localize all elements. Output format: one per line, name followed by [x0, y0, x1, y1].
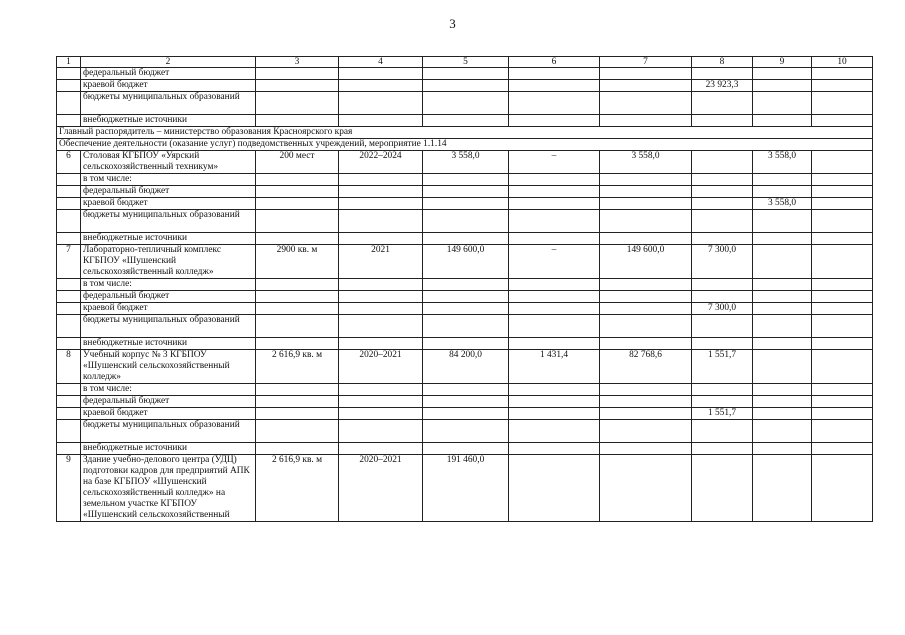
table-cell	[256, 80, 339, 92]
table-cell	[339, 186, 423, 198]
row-number-cell	[57, 420, 81, 443]
table-row	[57, 315, 873, 338]
item-name-cell: в том числе:	[81, 174, 256, 186]
table-cell	[812, 396, 873, 408]
table-cell	[812, 338, 873, 350]
item-name-cell: Учебный корпус № 3 КГБПОУ «Шушенский сельскохозяйственный колледж»	[81, 350, 256, 384]
table-cell	[753, 455, 812, 522]
table-cell	[692, 198, 753, 210]
table-cell	[753, 350, 812, 384]
table-cell	[509, 443, 600, 455]
table-cell	[812, 233, 873, 245]
table-cell	[600, 186, 692, 198]
table-row	[57, 338, 873, 350]
table-cell	[600, 291, 692, 303]
table-cell	[423, 92, 509, 115]
table-cell: 2021	[339, 245, 423, 279]
table-cell	[256, 174, 339, 186]
item-name-cell: федеральный бюджет	[81, 396, 256, 408]
table-cell	[692, 384, 753, 396]
table-cell	[509, 279, 600, 291]
column-header-5: 5	[423, 57, 509, 68]
item-name-cell: федеральный бюджет	[81, 291, 256, 303]
table-cell	[692, 174, 753, 186]
table-cell	[509, 420, 600, 443]
table-cell	[339, 198, 423, 210]
item-name-cell: внебюджетные источники	[81, 115, 256, 127]
table-row	[57, 139, 873, 151]
table-cell	[753, 174, 812, 186]
table-cell	[753, 210, 812, 233]
table-cell	[600, 408, 692, 420]
column-header-8: 8	[692, 57, 753, 68]
table-cell	[509, 115, 600, 127]
table-cell	[509, 291, 600, 303]
column-header-7: 7	[600, 57, 692, 68]
row-number-cell: 8	[57, 350, 81, 384]
table-cell	[600, 174, 692, 186]
table-row	[57, 455, 873, 522]
table-cell	[812, 245, 873, 279]
table-cell	[600, 443, 692, 455]
page-number: 3	[449, 16, 456, 31]
table-cell	[753, 408, 812, 420]
item-name-cell: бюджеты муниципальных образований	[81, 315, 256, 338]
table-cell	[692, 210, 753, 233]
item-name-cell: федеральный бюджет	[81, 186, 256, 198]
table-cell	[509, 408, 600, 420]
table-cell	[423, 233, 509, 245]
table-cell	[600, 210, 692, 233]
table-cell	[423, 115, 509, 127]
row-number-cell	[57, 315, 81, 338]
table-cell	[753, 245, 812, 279]
table-cell	[423, 408, 509, 420]
table-cell	[692, 92, 753, 115]
table-cell	[256, 291, 339, 303]
table-cell	[509, 174, 600, 186]
item-name-cell: внебюджетные источники	[81, 338, 256, 350]
table-cell	[753, 68, 812, 80]
table-cell	[256, 68, 339, 80]
table-row	[57, 279, 873, 291]
table-cell	[509, 233, 600, 245]
table-cell	[812, 68, 873, 80]
item-name-cell: в том числе:	[81, 384, 256, 396]
table-cell	[509, 315, 600, 338]
column-header-row	[57, 57, 873, 68]
row-number-cell	[57, 408, 81, 420]
table-cell	[339, 443, 423, 455]
table-cell	[423, 210, 509, 233]
table-cell: 1 431,4	[509, 350, 600, 384]
table-cell	[812, 384, 873, 396]
table-cell	[753, 338, 812, 350]
table-cell	[600, 420, 692, 443]
table-cell	[423, 303, 509, 315]
column-header-10: 10	[812, 57, 873, 68]
table-cell	[812, 408, 873, 420]
table-cell	[509, 186, 600, 198]
table-cell	[423, 186, 509, 198]
table-cell: 3 558,0	[423, 151, 509, 174]
table-cell	[256, 279, 339, 291]
table-cell: 2022–2024	[339, 151, 423, 174]
item-name-cell: краевой бюджет	[81, 303, 256, 315]
table-cell	[812, 174, 873, 186]
table-cell	[600, 315, 692, 338]
table-cell	[812, 455, 873, 522]
table-cell	[600, 198, 692, 210]
row-number-cell: 9	[57, 455, 81, 522]
table-cell: 200 мест	[256, 151, 339, 174]
table-cell: 2900 кв. м	[256, 245, 339, 279]
column-header-6: 6	[509, 57, 600, 68]
table-row	[57, 291, 873, 303]
table-cell	[753, 315, 812, 338]
row-number-cell	[57, 233, 81, 245]
table-cell	[509, 338, 600, 350]
table-row	[57, 303, 873, 315]
table-cell	[339, 80, 423, 92]
table-cell	[339, 408, 423, 420]
table-cell	[692, 396, 753, 408]
table-cell	[600, 115, 692, 127]
table-cell	[256, 408, 339, 420]
table-cell: –	[509, 151, 600, 174]
table-cell	[423, 384, 509, 396]
table-cell	[256, 303, 339, 315]
row-number-cell	[57, 443, 81, 455]
table-cell	[812, 198, 873, 210]
table-cell	[753, 279, 812, 291]
table-cell	[339, 338, 423, 350]
table-cell	[339, 303, 423, 315]
table-cell	[256, 338, 339, 350]
table-cell	[812, 291, 873, 303]
table-cell	[256, 396, 339, 408]
table-cell	[692, 443, 753, 455]
table-cell	[600, 338, 692, 350]
table-cell: 3 558,0	[600, 151, 692, 174]
table-cell	[423, 338, 509, 350]
section-heading: Обеспечение деятельности (оказание услуг) подведомственных учреждений, мероприятие 1.1.14	[57, 139, 873, 151]
budget-table	[56, 56, 873, 522]
table-cell	[256, 443, 339, 455]
table-cell	[423, 420, 509, 443]
row-number-cell	[57, 396, 81, 408]
table-cell	[600, 80, 692, 92]
item-name-cell: Столовая КГБПОУ «Уярский сельскохозяйственный техникум»	[81, 151, 256, 174]
table-cell	[339, 92, 423, 115]
table-row	[57, 127, 873, 139]
table-cell	[256, 315, 339, 338]
table-row	[57, 210, 873, 233]
table-cell: 2020–2021	[339, 350, 423, 384]
table-cell	[339, 384, 423, 396]
table-cell	[256, 186, 339, 198]
table-cell	[812, 315, 873, 338]
row-number-cell: 6	[57, 151, 81, 174]
table-cell	[423, 68, 509, 80]
table-cell	[509, 455, 600, 522]
item-name-cell: в том числе:	[81, 279, 256, 291]
table-row	[57, 408, 873, 420]
row-number-cell	[57, 291, 81, 303]
table-cell	[256, 115, 339, 127]
table-row	[57, 384, 873, 396]
table-cell	[509, 303, 600, 315]
table-cell	[692, 455, 753, 522]
table-cell	[753, 80, 812, 92]
table-cell	[692, 151, 753, 174]
table-cell	[600, 233, 692, 245]
table-cell	[812, 350, 873, 384]
row-number-cell	[57, 80, 81, 92]
table-cell	[812, 151, 873, 174]
item-name-cell: внебюджетные источники	[81, 443, 256, 455]
column-header-1: 1	[57, 57, 81, 68]
table-row	[57, 420, 873, 443]
item-name-cell: краевой бюджет	[81, 198, 256, 210]
table-cell	[339, 291, 423, 303]
table-cell	[339, 68, 423, 80]
table-row	[57, 151, 873, 174]
table-cell	[256, 92, 339, 115]
table-cell	[692, 115, 753, 127]
table-cell	[423, 174, 509, 186]
table-row	[57, 350, 873, 384]
table-cell	[753, 92, 812, 115]
table-cell: 82 768,6	[600, 350, 692, 384]
table-cell: 3 558,0	[753, 198, 812, 210]
table-cell	[256, 384, 339, 396]
table-cell	[509, 198, 600, 210]
table-cell	[423, 198, 509, 210]
table-cell: 3 558,0	[753, 151, 812, 174]
table-cell	[600, 384, 692, 396]
table-cell: 2020–2021	[339, 455, 423, 522]
table-cell	[600, 455, 692, 522]
table-cell	[692, 279, 753, 291]
table-cell	[812, 420, 873, 443]
section-heading: Главный распорядитель – министерство образования Красноярского края	[57, 127, 873, 139]
table-row	[57, 245, 873, 279]
table-cell	[812, 279, 873, 291]
table-cell	[753, 291, 812, 303]
row-number-cell	[57, 186, 81, 198]
table-row	[57, 115, 873, 127]
table-cell	[339, 233, 423, 245]
table-row	[57, 92, 873, 115]
item-name-cell: краевой бюджет	[81, 80, 256, 92]
table-cell: 7 300,0	[692, 303, 753, 315]
table-cell	[509, 384, 600, 396]
table-cell	[423, 291, 509, 303]
table-cell	[812, 92, 873, 115]
column-header-4: 4	[339, 57, 423, 68]
item-name-cell: Здание учебно-делового центра (УДЦ) подготовки кадров для предприятий АПК на базе КГБПОУ «Шушенский сельскохозяйственный колледж» на земельном участке КГБПОУ «Шушенский сельскохозяйственный	[81, 455, 256, 522]
table-cell	[339, 279, 423, 291]
table-cell	[812, 186, 873, 198]
table-cell	[812, 80, 873, 92]
table-cell	[509, 80, 600, 92]
table-cell	[339, 174, 423, 186]
table-cell	[753, 420, 812, 443]
row-number-cell	[57, 115, 81, 127]
table-cell	[753, 186, 812, 198]
row-number-cell	[57, 338, 81, 350]
table-cell	[753, 303, 812, 315]
column-header-2: 2	[81, 57, 256, 68]
item-name-cell: бюджеты муниципальных образований	[81, 210, 256, 233]
table-row	[57, 80, 873, 92]
table-cell	[339, 315, 423, 338]
table-cell	[600, 279, 692, 291]
table-cell	[812, 303, 873, 315]
table-cell	[509, 210, 600, 233]
table-cell	[692, 186, 753, 198]
row-number-cell	[57, 198, 81, 210]
table-row	[57, 68, 873, 80]
table-cell	[509, 68, 600, 80]
item-name-cell: внебюджетные источники	[81, 233, 256, 245]
table-cell	[423, 279, 509, 291]
item-name-cell: бюджеты муниципальных образований	[81, 92, 256, 115]
table-cell	[339, 396, 423, 408]
table-cell	[339, 420, 423, 443]
table-cell	[692, 233, 753, 245]
table-cell	[692, 315, 753, 338]
table-cell: 149 600,0	[600, 245, 692, 279]
table-cell	[753, 396, 812, 408]
table-cell	[692, 68, 753, 80]
table-cell: 2 616,9 кв. м	[256, 455, 339, 522]
item-name-cell: Лабораторно-тепличный комплекс КГБПОУ «Шушенский сельскохозяйственный колледж»	[81, 245, 256, 279]
table-cell	[812, 115, 873, 127]
table-cell	[600, 303, 692, 315]
table-cell	[423, 396, 509, 408]
table-cell	[692, 338, 753, 350]
table-cell	[423, 80, 509, 92]
row-number-cell: 7	[57, 245, 81, 279]
table-cell	[692, 291, 753, 303]
table-cell	[753, 443, 812, 455]
table-cell: 7 300,0	[692, 245, 753, 279]
table-cell	[753, 233, 812, 245]
table-row	[57, 174, 873, 186]
table-cell	[509, 396, 600, 408]
column-header-3: 3	[256, 57, 339, 68]
row-number-cell	[57, 279, 81, 291]
row-number-cell	[57, 174, 81, 186]
table-cell	[256, 210, 339, 233]
table-cell: 149 600,0	[423, 245, 509, 279]
table-cell: 1 551,7	[692, 408, 753, 420]
table-cell: 84 200,0	[423, 350, 509, 384]
item-name-cell: федеральный бюджет	[81, 68, 256, 80]
table-cell	[339, 115, 423, 127]
table-cell	[600, 396, 692, 408]
table-cell: 2 616,9 кв. м	[256, 350, 339, 384]
table-row	[57, 186, 873, 198]
table-cell	[692, 420, 753, 443]
table-cell	[600, 68, 692, 80]
table-cell	[600, 92, 692, 115]
table-cell	[753, 384, 812, 396]
table-cell: –	[509, 245, 600, 279]
item-name-cell: краевой бюджет	[81, 408, 256, 420]
table-cell: 1 551,7	[692, 350, 753, 384]
table-cell	[339, 210, 423, 233]
table-cell	[812, 210, 873, 233]
row-number-cell	[57, 384, 81, 396]
column-header-9: 9	[753, 57, 812, 68]
table-cell	[256, 198, 339, 210]
table-cell	[753, 115, 812, 127]
table-cell	[423, 315, 509, 338]
table-row	[57, 198, 873, 210]
table-row	[57, 233, 873, 245]
table-row	[57, 396, 873, 408]
table-row	[57, 443, 873, 455]
row-number-cell	[57, 303, 81, 315]
row-number-cell	[57, 210, 81, 233]
table-cell	[812, 443, 873, 455]
table-cell	[256, 233, 339, 245]
table-cell: 191 460,0	[423, 455, 509, 522]
item-name-cell: бюджеты муниципальных образований	[81, 420, 256, 443]
table-cell	[423, 443, 509, 455]
table-cell: 23 923,3	[692, 80, 753, 92]
row-number-cell	[57, 92, 81, 115]
row-number-cell	[57, 68, 81, 80]
table-cell	[256, 420, 339, 443]
table-cell	[509, 92, 600, 115]
